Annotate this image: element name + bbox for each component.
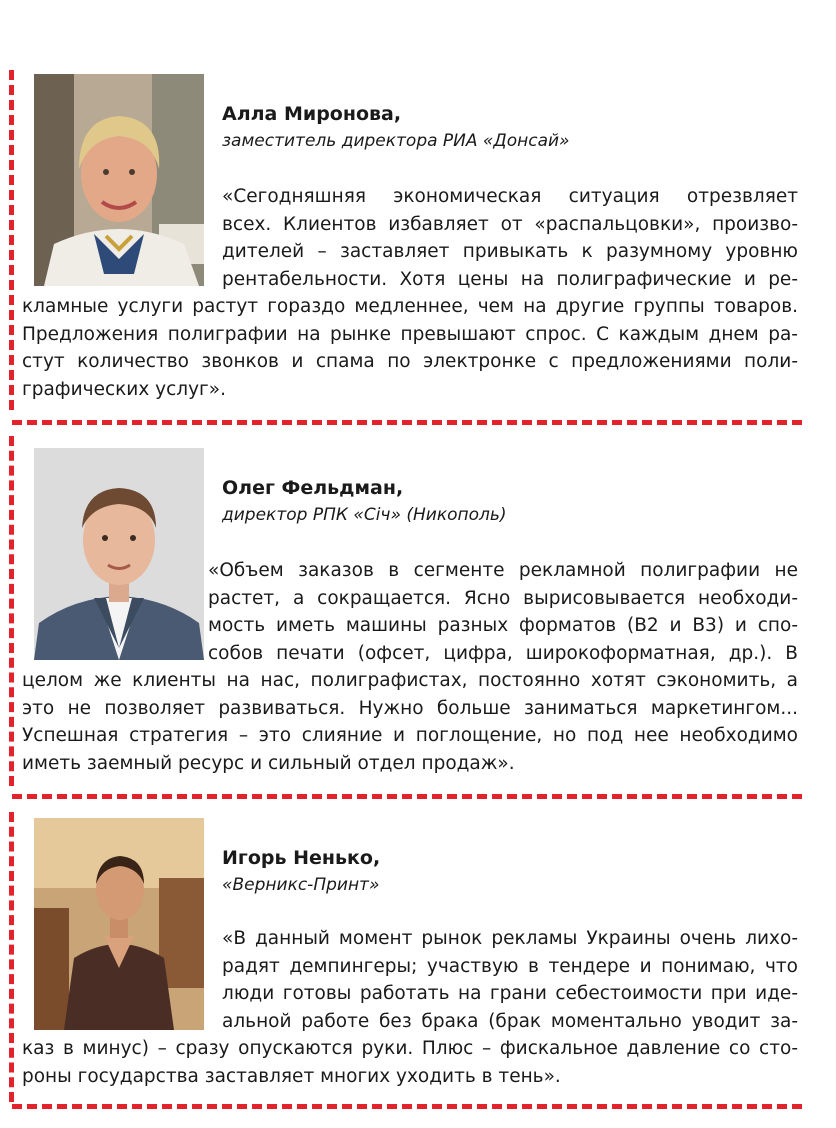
quote-line: «Сегодняшняя экономическая ситуация отрезвляет — [222, 186, 798, 207]
quote-line: Предложения полиграфии на рынке превышают спрос. С каждым днем ра- — [22, 323, 798, 345]
quote-full-width — [22, 1035, 798, 1090]
quote-line: роны государства заставляет многих уходить в тень». — [22, 1065, 561, 1087]
quote-line: кламные услуги растут гораздо медленнее, чем на другие группы товаров. — [22, 296, 798, 317]
dashed-divider — [12, 1104, 802, 1109]
quote-line: графических услуг». — [22, 378, 226, 400]
dashed-border-left — [9, 436, 14, 786]
quote-line: стут количество звонков и спама по электронке с предложениями поли- — [22, 351, 798, 372]
dashed-divider — [12, 420, 802, 425]
quote-line: «Объем заказов в сегменте рекламной полиграфии не — [208, 560, 798, 581]
quote-line: люди готовы работать на грани себестоимости при иде- — [222, 983, 798, 1004]
quote-line: каз в минус) – сразу опускаются руки. Плюс – фискальное давление со сто- — [22, 1038, 798, 1059]
quote-line: рентабельности. Хотя цены на полиграфические и ре- — [222, 268, 798, 290]
quote-line: иметь заемный ресурс и сильный отдел продаж». — [22, 752, 515, 774]
person-role: директор РПК «Січ» (Никополь) — [222, 505, 507, 525]
quote-full-width — [22, 293, 798, 403]
quote-line: Успешная стратегия – это слияние и поглощение, но под нее необходимо — [22, 725, 798, 746]
quote-line: дителей – заставляет привыкать к разумному уровню — [222, 241, 798, 262]
person-name: Алла Миронова, — [222, 103, 402, 125]
quote-line: радят демпингеры; участвую в тендере и понимаю, что — [222, 955, 798, 977]
dashed-border-left — [9, 812, 14, 1102]
quote-beside-photo — [222, 183, 798, 293]
quote-line: это не позволяет развиваться. Нужно больше заниматься маркетингом... — [22, 697, 798, 719]
quote-line: альной работе без брака (брак моментально уводит за- — [222, 1010, 798, 1032]
portrait-woman-photo — [34, 74, 204, 286]
quote-line: мость иметь машины разных форматов (В2 и В3) и спо- — [208, 615, 798, 636]
person-name: Игорь Ненько, — [222, 847, 381, 869]
person-name: Олег Фельдман, — [222, 477, 404, 499]
quote-line: целом же клиенты на нас, полиграфистах, постоянно хотят сэкономить, а — [22, 670, 798, 691]
person-role: «Верникс-Принт» — [222, 875, 380, 895]
quote-line: собов печати (офсет, цифра, широкоформатная, др.). В — [208, 642, 798, 664]
portrait-man-shirt-photo — [34, 818, 204, 1030]
dashed-divider — [12, 794, 802, 799]
person-role: заместитель директора РИА «Донсай» — [222, 131, 570, 151]
quote-line: всех. Клиентов избавляет от «распальцовки», произво- — [222, 213, 798, 235]
dashed-border-left — [9, 70, 14, 410]
quote-full-width — [22, 667, 798, 777]
quote-line: растет, а сокращается. Ясно вырисовывается необходи- — [208, 587, 798, 609]
portrait-man-suit-photo — [34, 448, 204, 660]
quote-line: «В данный момент рынок рекламы Украины очень лихо- — [222, 928, 798, 949]
quote-beside-photo — [222, 925, 798, 1035]
quote-beside-photo — [208, 557, 798, 667]
